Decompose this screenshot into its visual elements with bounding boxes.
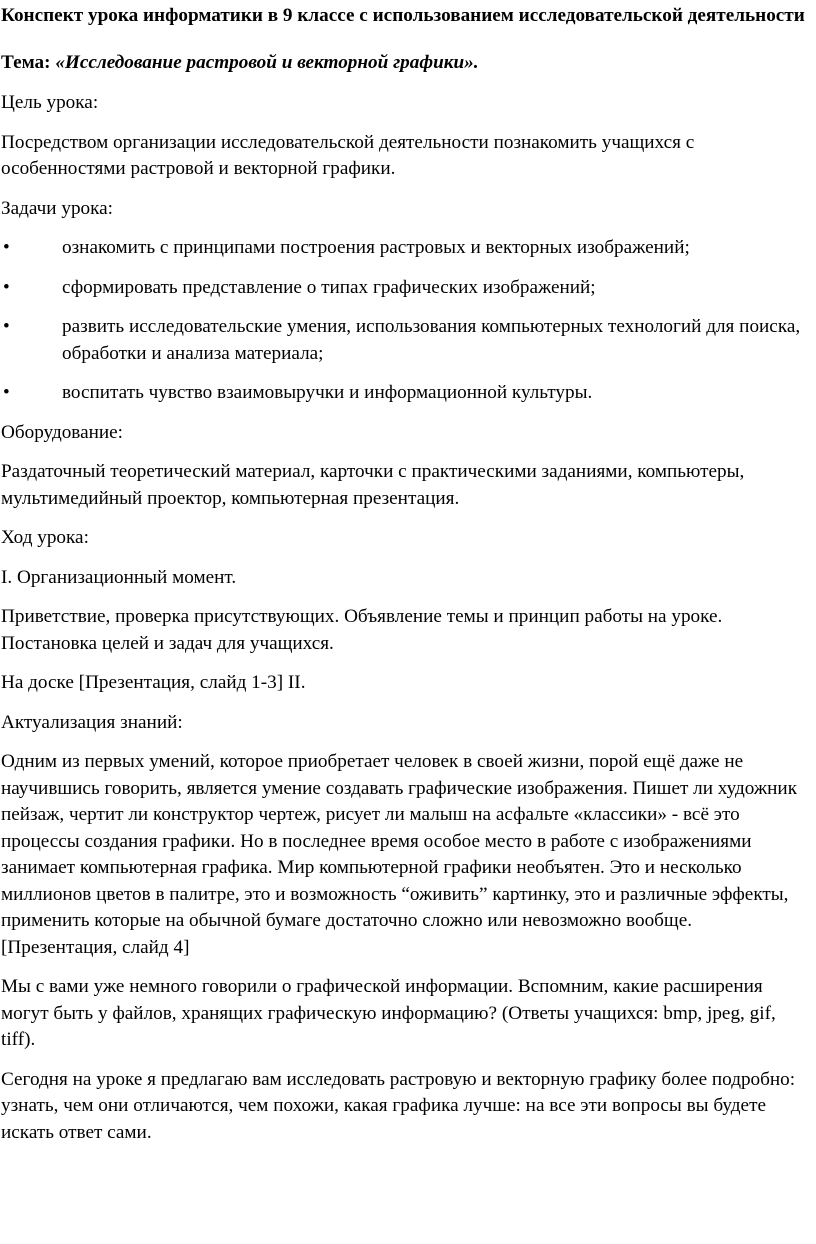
- bullet-icon: •: [3, 276, 10, 298]
- task-text: развить исследовательские умения, использования компьютерных технологий для поиска, обработки и анализа материала;: [62, 316, 801, 364]
- topic-name: «Исследование растровой и векторной графики».: [55, 51, 479, 73]
- board-text: На доске [Презентация, слайд 1-3] II.: [1, 672, 306, 693]
- paragraph-file-extensions: Мы с вами уже немного говорили о графической информации. Вспомним, какие расширения могут быть у файлов, хранящих графическую информацию? (Ответы учащихся: bmp, jpeg, gif, tiff).: [1, 976, 776, 1050]
- task-text: ознакомить с принципами построения растровых и векторных изображений;: [62, 237, 690, 258]
- list-item: [1, 275, 812, 302]
- actualization-heading: Актуализация знаний:: [1, 711, 183, 733]
- lesson-topic: [1, 50, 812, 77]
- tasks-heading: Задачи урока:: [1, 197, 114, 219]
- list-item: [1, 235, 812, 262]
- bullet-icon: •: [3, 382, 10, 403]
- bullet-icon: •: [3, 237, 10, 258]
- goal-text: Посредством организации исследовательской деятельности познакомить учащихся с особенностями растровой и векторной графики.: [1, 131, 695, 179]
- task-text: воспитать чувство взаимовыручки и информационной культуры.: [62, 382, 593, 403]
- document-page: [0, 3, 816, 1244]
- document-title: Конспект урока информатики в 9 классе с использованием исследовательской деятельности: [1, 5, 805, 26]
- paragraph-lesson-plan: Сегодня на уроке я предлагаю вам исследовать растровую и векторную графику более подробно: узнать, чем они отличаются, чем похожи, какая графика лучше: на все эти вопросы вы будете искать ответ сами.: [1, 1068, 796, 1143]
- stage1-heading: I. Организационный момент.: [1, 566, 237, 588]
- bullet-icon: •: [3, 316, 10, 337]
- paragraph-graphics-intro: Одним из первых умений, которое приобретает человек в своей жизни, порой ещё даже не научившись говорить, является умение создавать графические изображения. Пишет ли художник пейзаж, чертит ли конструктор чертеж, рисует ли малыш на асфальте «классики» - всё это процессы создания графики. Но в последнее время особое место в работе с изображениями занимает компьютерная графика. Мир компьютерной графики необъятен. Это и несколько миллионов цветов в палитре, это и возможность “оживить” картинку, это и различные эффекты, применить которые на обычной бумаге достаточно сложно или невозможно вообще. [Презентация, слайд 4]: [1, 751, 798, 958]
- equipment-text: Раздаточный теоретический материал, карточки с практическими заданиями, компьютеры, мультимедийный проектор, компьютерная презентация.: [1, 461, 745, 509]
- task-text: сформировать представление о типах графических изображений;: [62, 276, 596, 298]
- tasks-list: [1, 235, 812, 407]
- list-item: [1, 314, 812, 367]
- goal-heading: Цель урока:: [1, 92, 99, 113]
- list-item: [1, 380, 812, 407]
- equipment-heading: Оборудование:: [1, 421, 124, 443]
- course-heading: Ход урока:: [1, 527, 89, 548]
- stage1-text: Приветствие, проверка присутствующих. Объявление темы и принцип работы на уроке. Постановка целей и задач для учащихся.: [1, 606, 723, 654]
- topic-label: Тема:: [1, 51, 56, 73]
